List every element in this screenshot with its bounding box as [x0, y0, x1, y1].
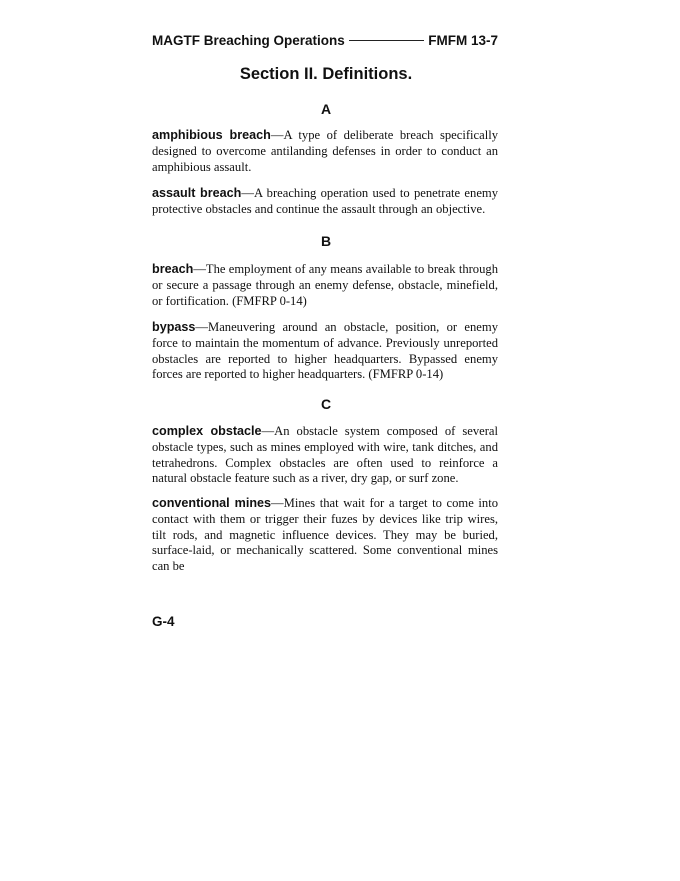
definition-text: —A breaching operation used to penetrate enemy protective obstacles and continue the assault through an objective.	[152, 186, 498, 216]
letter-heading-b: B	[320, 233, 332, 249]
definition-text: —Mines that wait for a target to come into contact with them or trigger their fuzes by devices like trip wires, tilt rods, and magnetic influence devices. They may be buried, surface-laid, or mechanically scattered. Some conventional mines can be	[152, 496, 498, 574]
definition-entry	[152, 186, 498, 218]
letter-heading-a: A	[320, 101, 332, 117]
definition-entry	[152, 128, 498, 175]
definition-term: complex obstacle	[152, 424, 262, 438]
header-rule	[349, 40, 424, 41]
running-header	[152, 33, 498, 48]
definition-text: —An obstacle system composed of several obstacle types, such as mines employed with wire, tank ditches, and tetrahedrons. Complex obstacles are often used to reinforce a natural obstacle feature such as a river, dry gap, or surf zone.	[152, 424, 498, 486]
section-title: Section II. Definitions.	[239, 65, 413, 83]
definition-entry	[152, 320, 498, 383]
definition-term: breach	[152, 262, 194, 276]
definition-term: assault breach	[152, 186, 242, 200]
definition-text: —The employment of any means available to break through or secure a passage through an enemy defense, obstacle, minefield, or fortification. (FMFRP 0-14)	[152, 262, 498, 308]
definition-term: bypass	[152, 320, 196, 334]
definition-term: conventional mines	[152, 496, 272, 510]
page-number: G-4	[152, 614, 175, 629]
letter-heading-c: C	[320, 396, 332, 412]
definition-term: amphibious breach	[152, 128, 271, 142]
definition-entry	[152, 424, 498, 487]
definition-text: —Maneuvering around an obstacle, position, or enemy force to maintain the momentum of advance. Previously unreported obstacles are reported to higher headquarters. Bypassed enemy forces are reported to higher headquarters. (FMFRP 0-14)	[152, 320, 498, 382]
definition-entry	[152, 262, 498, 309]
header-title: MAGTF Breaching Operations	[152, 33, 345, 48]
header-doc-id: FMFM 13-7	[428, 33, 498, 48]
definition-text: —A type of deliberate breach specifically designed to overcome antilanding defenses in order to conduct an amphibious assault.	[152, 128, 499, 174]
definition-entry	[152, 496, 498, 575]
